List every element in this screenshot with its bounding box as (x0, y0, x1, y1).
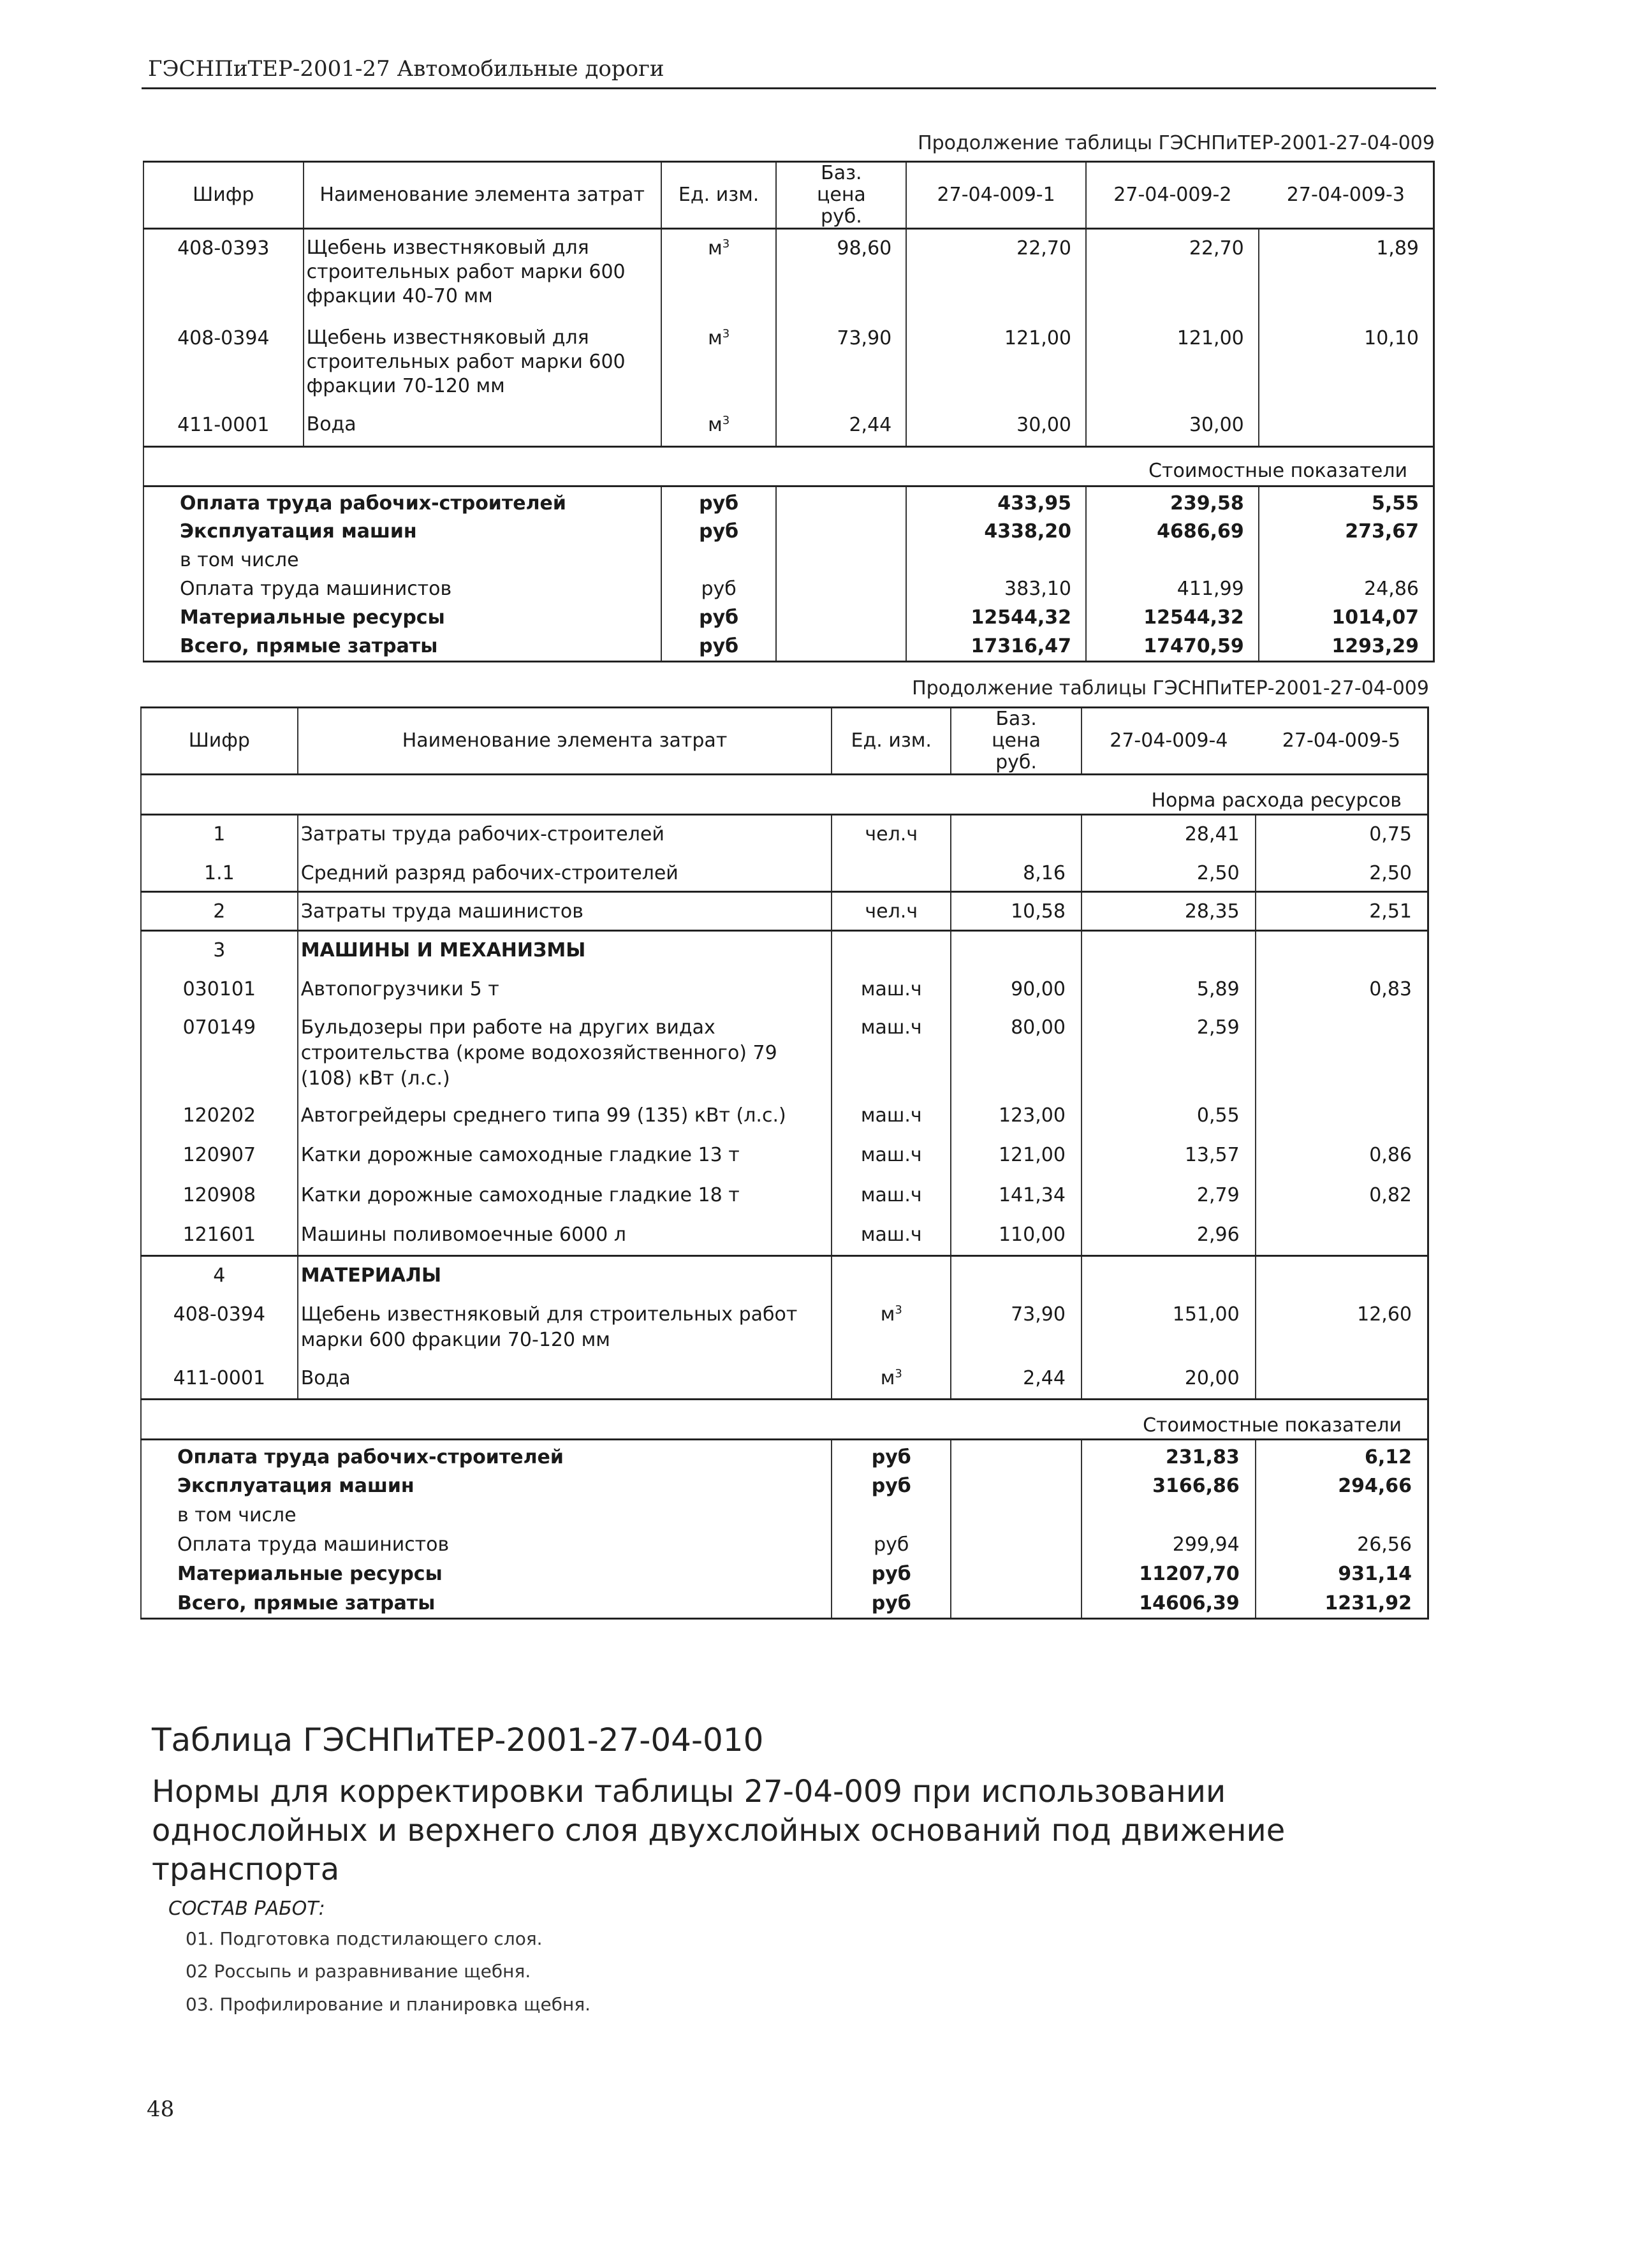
cost-value-5: 294,66 (1256, 1472, 1428, 1501)
cell-code: 4 (141, 1256, 298, 1296)
cell-value-5 (1256, 1216, 1428, 1256)
cell-unit (832, 1256, 951, 1296)
cell-unit (832, 854, 951, 892)
section-row (141, 1400, 1428, 1440)
table-row (141, 1359, 1428, 1400)
cell-price: 2,44 (951, 1359, 1082, 1400)
cost-name: Оплата труда рабочих-строителей (141, 1440, 832, 1472)
cost-price (951, 1589, 1082, 1619)
cost-unit: руб (832, 1530, 951, 1560)
cell-value-1: 121,00 (906, 319, 1086, 406)
cell-value-4: 5,89 (1082, 970, 1256, 1009)
cost-value-3: 5,55 (1259, 487, 1434, 518)
cell-value-4: 28,35 (1082, 892, 1256, 931)
cell-value-4 (1082, 931, 1256, 970)
cell-value-2: 30,00 (1086, 406, 1259, 447)
cell-name: Катки дорожные самоходные гладкие 13 т (298, 1136, 832, 1176)
cost-row (143, 633, 1434, 662)
cell-value-4: 2,96 (1082, 1216, 1256, 1256)
cost-value-4: 299,94 (1082, 1530, 1256, 1560)
cost-price (951, 1501, 1082, 1530)
cost-unit: руб (832, 1472, 951, 1501)
cost-price (951, 1530, 1082, 1560)
cell-price: 110,00 (951, 1216, 1082, 1256)
table-row (141, 1296, 1428, 1359)
table-row (143, 319, 1434, 406)
table-row (143, 406, 1434, 447)
header-unit: Ед. изм. (661, 162, 777, 229)
cost-value-3: 273,67 (1259, 518, 1434, 546)
cost-value-3 (1259, 546, 1434, 575)
work-item: 02 Россыпь и разравнивание щебня. (186, 1961, 531, 1982)
cost-price (776, 633, 906, 662)
table-row (141, 1009, 1428, 1097)
cost-name: Оплата труда машинистов (141, 1530, 832, 1560)
cost-name: Оплата труда машинистов (143, 575, 661, 604)
cell-value-4: 0,55 (1082, 1097, 1256, 1136)
cell-price: 73,90 (951, 1296, 1082, 1359)
cost-price (776, 575, 906, 604)
unit-superscript: 3 (722, 326, 730, 340)
cell-name: Машины поливомоечные 6000 л (298, 1216, 832, 1256)
cost-value-5: 931,14 (1256, 1560, 1428, 1589)
header-col-1: 27-04-009-1 (906, 162, 1086, 229)
cell-unit: маш.ч (832, 1136, 951, 1176)
cell-name: Затраты труда рабочих-строителей (298, 815, 832, 854)
cost-unit: руб (832, 1560, 951, 1589)
next-table-subtitle: Нормы для корректировки таблицы 27-04-009 при использовании однослойных и верхнего слоя двухслойных оснований под движение транспорта (152, 1774, 1286, 1887)
cost-unit: руб (661, 604, 777, 633)
section-row (141, 775, 1428, 815)
cell-unit: маш.ч (832, 1216, 951, 1256)
work-composition-label: СОСТАВ РАБОТ: (168, 1898, 325, 1920)
cost-name: Материальные ресурсы (143, 604, 661, 633)
group-heading-row (141, 1256, 1428, 1296)
cell-value-5 (1256, 1009, 1428, 1097)
cell-unit (832, 931, 951, 970)
cost-price (776, 518, 906, 546)
cell-value-1: 22,70 (906, 229, 1086, 319)
cell-value-5: 0,86 (1256, 1136, 1428, 1176)
section-row (143, 447, 1434, 487)
cost-price (776, 546, 906, 575)
cost-unit: руб (661, 633, 777, 662)
work-item: 03. Профилирование и планировка щебня. (186, 1994, 591, 2015)
cost-unit: руб (661, 487, 777, 518)
cost-name: Материальные ресурсы (141, 1560, 832, 1589)
cost-unit (832, 1501, 951, 1530)
header-unit: Ед. изм. (832, 708, 951, 775)
table-row (141, 892, 1428, 931)
header-price: Баз. цена руб. (951, 708, 1082, 775)
unit-superscript: 3 (722, 237, 730, 251)
cost-row (143, 575, 1434, 604)
cell-price: 98,60 (776, 229, 906, 319)
cost-section-label: Стоимостные показатели (141, 1400, 1428, 1440)
group-heading: МАТЕРИАЛЫ (298, 1256, 832, 1296)
cell-name: Бульдозеры при работе на других видах строительства (кроме водохозяйственного) 79 (108) кВт (л.с.) (298, 1009, 832, 1097)
cell-name: Катки дорожные самоходные гладкие 18 т (298, 1176, 832, 1216)
cell-value-5 (1256, 1359, 1428, 1400)
cell-name: Щебень известняковый для строительных работ марки 600 фракции 70-120 мм (298, 1296, 832, 1359)
cell-unit: чел.ч (832, 815, 951, 854)
cost-value-4: 231,83 (1082, 1440, 1256, 1472)
cell-price: 73,90 (776, 319, 906, 406)
header-col-4: 27-04-009-4 (1082, 708, 1256, 775)
cost-name: в том числе (143, 546, 661, 575)
header-col-2: 27-04-009-2 (1086, 162, 1259, 229)
cell-unit: $м^3$ (661, 406, 777, 447)
work-item: 01. Подготовка подстилающего слоя. (186, 1928, 543, 1949)
cost-value-5: 6,12 (1256, 1440, 1428, 1472)
cost-row (141, 1530, 1428, 1560)
header-code: Шифр (143, 162, 304, 229)
cell-code: 2 (141, 892, 298, 931)
cost-value-5: 1231,92 (1256, 1589, 1428, 1619)
cell-unit: маш.ч (832, 970, 951, 1009)
cost-row (141, 1560, 1428, 1589)
cell-code: 408-0394 (143, 319, 304, 406)
cell-price: 2,44 (776, 406, 906, 447)
table-row (141, 970, 1428, 1009)
cell-code: 121601 (141, 1216, 298, 1256)
table2-continuation-label: Продолжение таблицы ГЭСНПиТЕР-2001-27-04-009 (912, 677, 1429, 699)
resource-table-2 (140, 706, 1429, 1620)
cost-value-1: 12544,32 (906, 604, 1086, 633)
cost-value-4: 14606,39 (1082, 1589, 1256, 1619)
table-row (141, 854, 1428, 892)
cell-price (951, 931, 1082, 970)
header-name: Наименование элемента затрат (298, 708, 832, 775)
cost-row (141, 1472, 1428, 1501)
group-heading: МАШИНЫ И МЕХАНИЗМЫ (298, 931, 832, 970)
cost-value-5 (1256, 1501, 1428, 1530)
cell-name: Средний разряд рабочих-строителей (298, 854, 832, 892)
cost-value-2: 4686,69 (1086, 518, 1259, 546)
cell-value-4: 13,57 (1082, 1136, 1256, 1176)
table1-continuation-label: Продолжение таблицы ГЭСНПиТЕР-2001-27-04-009 (918, 132, 1435, 154)
cell-unit: маш.ч (832, 1176, 951, 1216)
cell-unit: маш.ч (832, 1009, 951, 1097)
cell-value-4: 28,41 (1082, 815, 1256, 854)
cell-unit: маш.ч (832, 1097, 951, 1136)
cost-value-3: 1014,07 (1259, 604, 1434, 633)
cell-name: Автогрейдеры среднего типа 99 (135) кВт (л.с.) (298, 1097, 832, 1136)
table-row (141, 815, 1428, 854)
cost-row (143, 546, 1434, 575)
cell-value-3: 10,10 (1259, 319, 1434, 406)
cost-value-4: 3166,86 (1082, 1472, 1256, 1501)
cost-price (776, 487, 906, 518)
cell-unit: $м^3$ (832, 1359, 951, 1400)
cell-value-4: 151,00 (1082, 1296, 1256, 1359)
cost-value-1: 4338,20 (906, 518, 1086, 546)
cell-value-2: 121,00 (1086, 319, 1259, 406)
cost-value-3: 24,86 (1259, 575, 1434, 604)
cell-value-1: 30,00 (906, 406, 1086, 447)
cell-value-5: 2,51 (1256, 892, 1428, 931)
cell-code: 411-0001 (143, 406, 304, 447)
cell-code: 120202 (141, 1097, 298, 1136)
cell-price: 90,00 (951, 970, 1082, 1009)
cell-value-4: 20,00 (1082, 1359, 1256, 1400)
cost-row (141, 1589, 1428, 1619)
resource-table-1 (143, 161, 1435, 662)
cost-row (143, 487, 1434, 518)
cell-price (951, 1256, 1082, 1296)
cost-name: Всего, прямые затраты (141, 1589, 832, 1619)
table-header-row (143, 162, 1434, 229)
cell-value-5: 2,50 (1256, 854, 1428, 892)
header-price: Баз. цена руб. (776, 162, 906, 229)
header-col-5: 27-04-009-5 (1256, 708, 1428, 775)
table-row (143, 229, 1434, 319)
table-row (141, 1097, 1428, 1136)
cell-unit: $м^3$ (661, 229, 777, 319)
cell-code: 3 (141, 931, 298, 970)
cost-unit (661, 546, 777, 575)
cell-code: 1.1 (141, 854, 298, 892)
cell-code: 120907 (141, 1136, 298, 1176)
cost-row (143, 604, 1434, 633)
cell-code: 411-0001 (141, 1359, 298, 1400)
cost-unit: руб (661, 518, 777, 546)
table-row (141, 1176, 1428, 1216)
cell-name: Щебень известняковый для строительных работ марки 600 фракции 70-120 мм (304, 319, 661, 406)
cell-price: 8,16 (951, 854, 1082, 892)
cost-unit: руб (832, 1440, 951, 1472)
cell-name: Вода (298, 1359, 832, 1400)
cell-price: 141,34 (951, 1176, 1082, 1216)
cost-value-1: 383,10 (906, 575, 1086, 604)
cell-value-5 (1256, 1256, 1428, 1296)
cost-value-1: 17316,47 (906, 633, 1086, 662)
cost-value-5: 26,56 (1256, 1530, 1428, 1560)
page-number: 48 (147, 2096, 175, 2122)
cost-price (951, 1440, 1082, 1472)
cell-value-4: 2,79 (1082, 1176, 1256, 1216)
group-heading-row (141, 931, 1428, 970)
cell-value-3: 1,89 (1259, 229, 1434, 319)
cell-price: 10,58 (951, 892, 1082, 931)
cost-name: Всего, прямые затраты (143, 633, 661, 662)
unit-superscript: 3 (895, 1366, 902, 1380)
cell-value-4: 2,59 (1082, 1009, 1256, 1097)
cell-code: 070149 (141, 1009, 298, 1097)
cost-value-1: 433,95 (906, 487, 1086, 518)
cell-price: 121,00 (951, 1136, 1082, 1176)
cost-price (951, 1560, 1082, 1589)
header-rule (142, 87, 1436, 89)
unit-superscript: 3 (895, 1303, 902, 1317)
cell-value-5: 0,75 (1256, 815, 1428, 854)
cell-value-2: 22,70 (1086, 229, 1259, 319)
cost-unit: руб (832, 1589, 951, 1619)
cost-value-4: 11207,70 (1082, 1560, 1256, 1589)
cell-unit: чел.ч (832, 892, 951, 931)
cost-name: в том числе (141, 1501, 832, 1530)
cost-value-4 (1082, 1501, 1256, 1530)
cell-value-5: 12,60 (1256, 1296, 1428, 1359)
cell-name: Автопогрузчики 5 т (298, 970, 832, 1009)
next-table-title: Таблица ГЭСНПиТЕР-2001-27-04-010 (152, 1722, 764, 1759)
cost-price (951, 1472, 1082, 1501)
table-row (141, 1136, 1428, 1176)
cell-unit: $м^3$ (832, 1296, 951, 1359)
cell-code: 408-0393 (143, 229, 304, 319)
cost-unit: руб (661, 575, 777, 604)
cost-value-2: 17470,59 (1086, 633, 1259, 662)
cell-price: 80,00 (951, 1009, 1082, 1097)
cell-value-4: 2,50 (1082, 854, 1256, 892)
cell-value-5: 0,83 (1256, 970, 1428, 1009)
cell-price (951, 815, 1082, 854)
norm-section-label: Норма расхода ресурсов (141, 775, 1428, 815)
cell-value-5 (1256, 931, 1428, 970)
cell-code: 408-0394 (141, 1296, 298, 1359)
cost-name: Эксплуатация машин (141, 1472, 832, 1501)
cell-unit: $м^3$ (661, 319, 777, 406)
cell-code: 1 (141, 815, 298, 854)
cost-value-2: 12544,32 (1086, 604, 1259, 633)
cell-code: 030101 (141, 970, 298, 1009)
header-code: Шифр (141, 708, 298, 775)
unit-superscript: 3 (722, 413, 730, 427)
cell-price: 123,00 (951, 1097, 1082, 1136)
cost-section-label: Стоимостные показатели (143, 447, 1434, 487)
cost-name: Эксплуатация машин (143, 518, 661, 546)
cell-value-5: 0,82 (1256, 1176, 1428, 1216)
cell-name: Щебень известняковый для строительных работ марки 600 фракции 40-70 мм (304, 229, 661, 319)
table-header-row (141, 708, 1428, 775)
table-row (141, 1216, 1428, 1256)
cell-name: Затраты труда машинистов (298, 892, 832, 931)
running-header-title: ГЭСНПиТЕР-2001-27 Автомобильные дороги (148, 56, 664, 82)
cost-value-3: 1293,29 (1259, 633, 1434, 662)
cost-value-2 (1086, 546, 1259, 575)
cell-code: 120908 (141, 1176, 298, 1216)
cost-value-2: 411,99 (1086, 575, 1259, 604)
cost-row (141, 1440, 1428, 1472)
cost-value-1 (906, 546, 1086, 575)
cost-value-2: 239,58 (1086, 487, 1259, 518)
cost-row (141, 1501, 1428, 1530)
cell-value-4 (1082, 1256, 1256, 1296)
cost-price (776, 604, 906, 633)
cell-value-3 (1259, 406, 1434, 447)
cost-name: Оплата труда рабочих-строителей (143, 487, 661, 518)
header-name: Наименование элемента затрат (304, 162, 661, 229)
cell-value-5 (1256, 1097, 1428, 1136)
cell-name: Вода (304, 406, 661, 447)
header-col-3: 27-04-009-3 (1259, 162, 1434, 229)
cost-row (143, 518, 1434, 546)
